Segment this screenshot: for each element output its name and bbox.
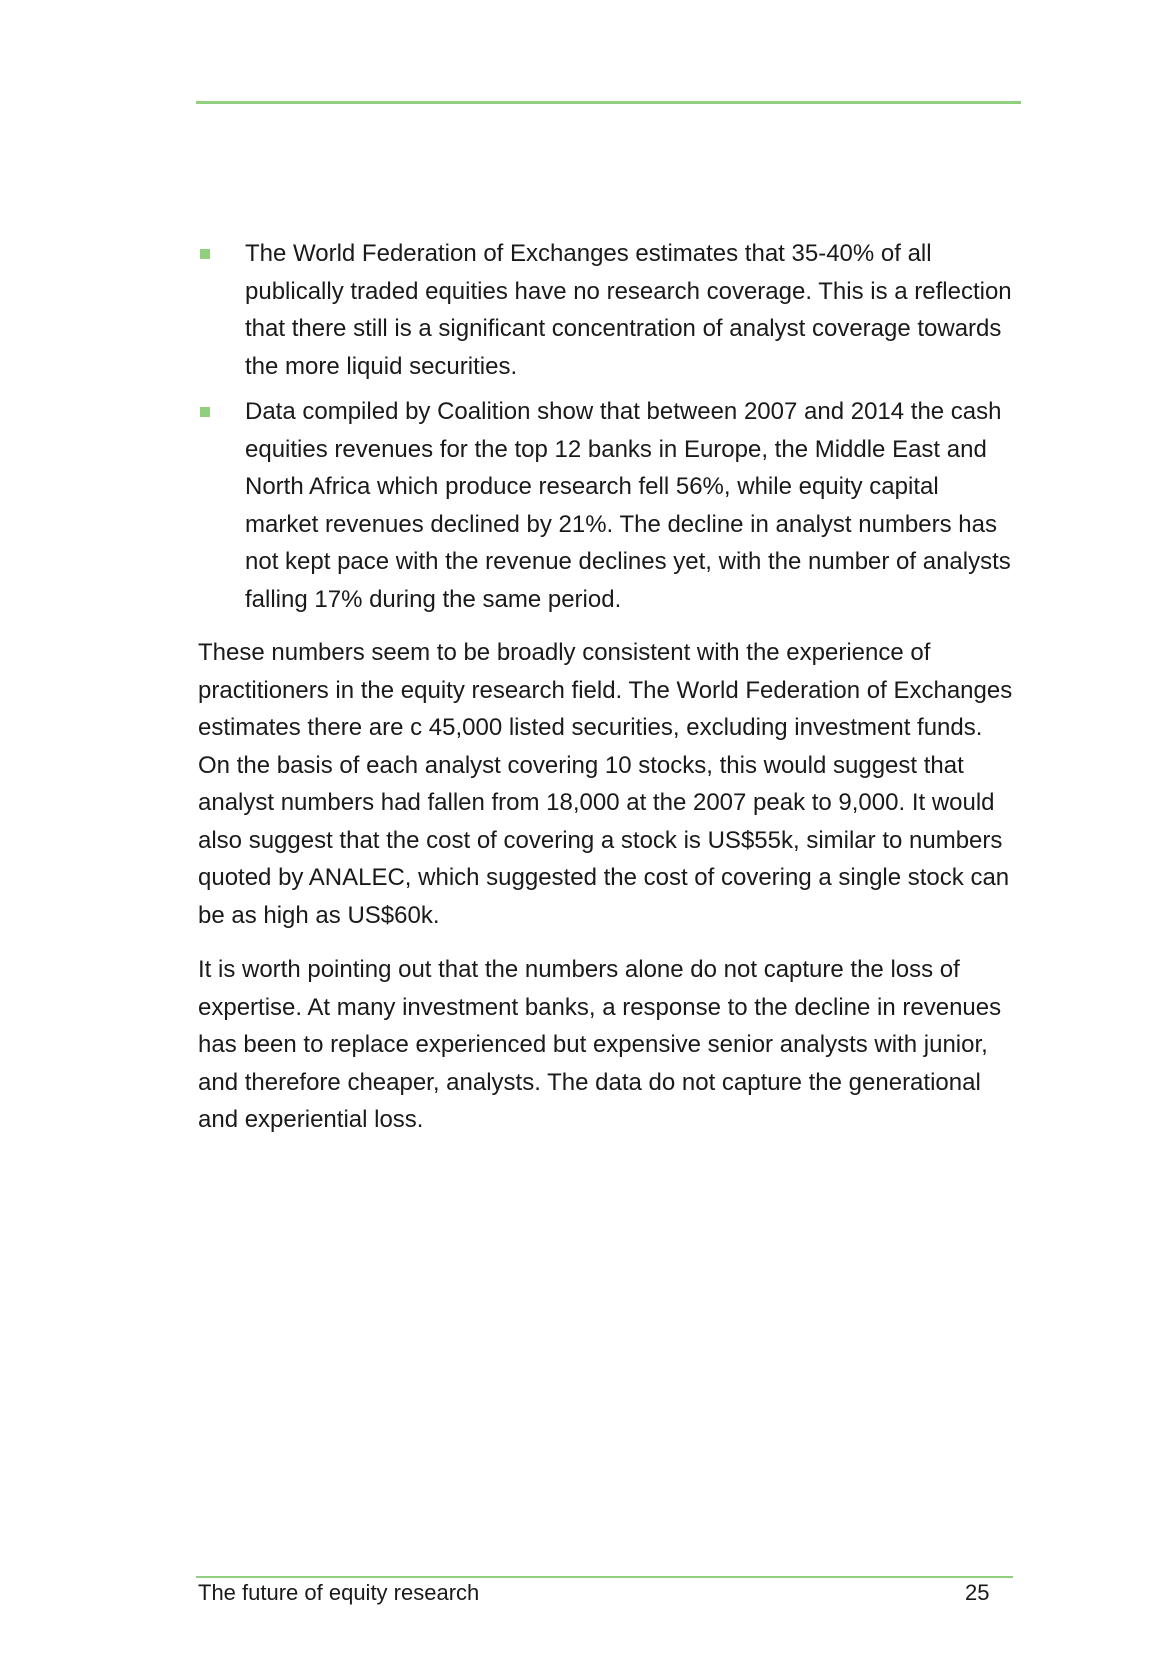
paragraph: It is worth pointing out that the numbers alone do not capture the loss of expertise. At many investment banks, a response to the decline in revenues has been to replace experienced but expensive senior analysts with junior, and therefore cheaper, analysts. The data do not capture the generational and experiential loss.	[198, 956, 1002, 1133]
square-bullet-icon	[200, 407, 210, 417]
bullet-text: The World Federation of Exchanges estimates that 35-40% of all publically traded equities have no research coverage. This is a reflection that there still is a significant concentration of analyst coverage towards the more liquid securities.	[245, 240, 1012, 380]
header-rule	[196, 101, 1021, 104]
square-bullet-icon	[200, 249, 210, 259]
footer-title: The future of equity research	[198, 1580, 480, 1605]
bullet-text: Data compiled by Coalition show that between 2007 and 2014 the cash equities revenues for the top 12 banks in Europe, the Middle East and North Africa which produce research fell 56%, while equity capital market revenues declined by 21%. The decline in analyst numbers has not kept pace with the revenue declines yet, with the number of analysts falling 17% during the same period.	[245, 398, 1011, 613]
bullet-item	[198, 393, 1018, 618]
bullet-list	[198, 235, 1018, 618]
paragraph: These numbers seem to be broadly consistent with the experience of practitioners in the equity research field. The World Federation of Exchanges estimates there are c 45,000 listed securities, excluding investment funds. On the basis of each analyst covering 10 stocks, this would suggest that analyst numbers had fallen from 18,000 at the 2007 peak to 9,000. It would also suggest that the cost of covering a stock is US$55k, similar to numbers quoted by ANALEC, which suggested the cost of covering a single stock can be as high as US$60k.	[198, 639, 1013, 929]
page-number: 25	[965, 1580, 990, 1605]
body-content	[198, 235, 1018, 1139]
bullet-item	[198, 235, 1018, 385]
